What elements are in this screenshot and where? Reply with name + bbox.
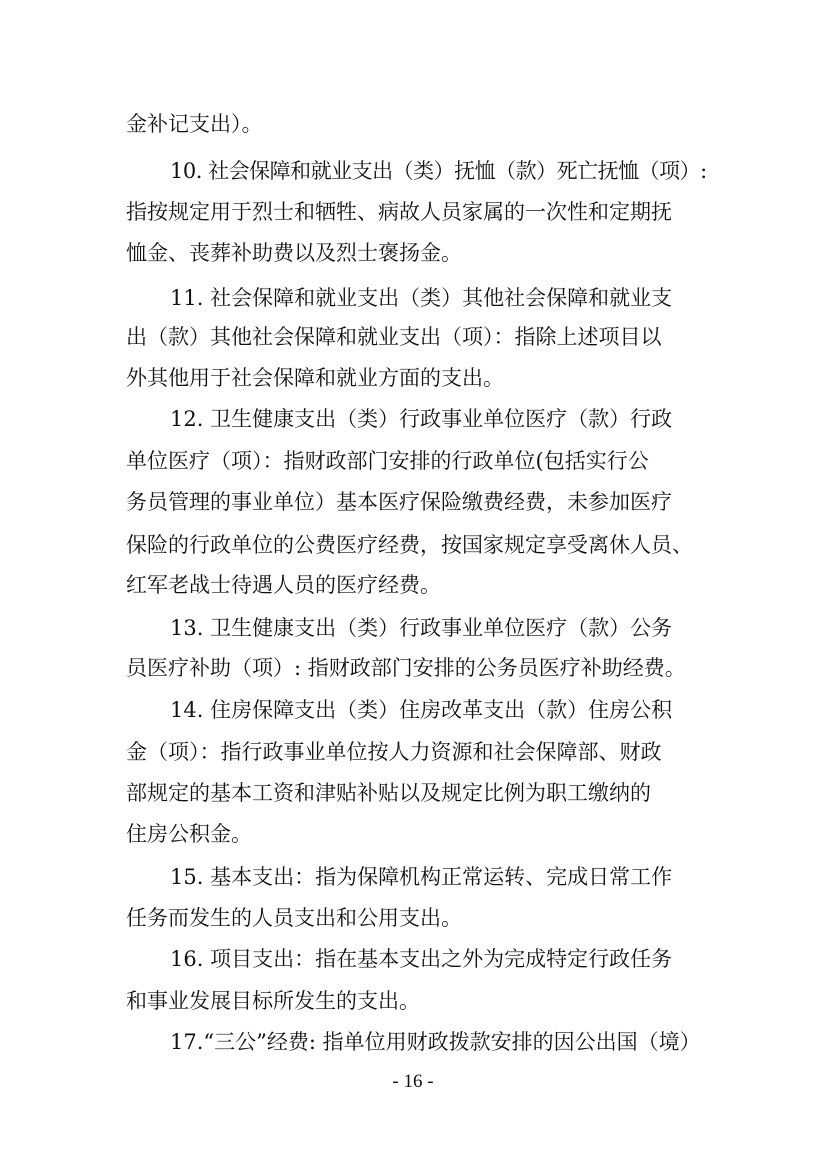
text-line: 务员管理的事业单位）基本医疗保险缴费经费，未参加医疗 xyxy=(126,490,672,514)
text-line: 和事业发展目标所发生的支出。 xyxy=(126,989,420,1013)
text-line: 恤金、丧葬补助费以及烈士褒扬金。 xyxy=(126,241,462,265)
text-line: 保险的行政单位的公费医疗经费，按国家规定享受离休人员、 xyxy=(126,533,693,557)
text-line: 外其他用于社会保障和就业方面的支出。 xyxy=(126,366,504,390)
text-line: 出（款）其他社会保障和就业支出（项）：指除上述项目以 xyxy=(126,325,662,349)
text-line: 16. 项目支出：指在基本支出之外为完成特定行政任务 xyxy=(170,947,673,971)
text-line: 金（项）：指行政事业单位按人力资源和社会保障部、财政 xyxy=(126,740,662,764)
text-line: 12. 卫生健康支出（类）行政事业单位医疗（款）行政 xyxy=(170,407,673,431)
text-line: 15. 基本支出：指为保障机构正常运转、完成日常工作 xyxy=(170,865,673,889)
text-line: 单位医疗（项）：指财政部门安排的行政单位(包括实行公 xyxy=(126,449,649,473)
text-line: 部规定的基本工资和津贴补贴以及规定比例为职工缴纳的 xyxy=(126,781,651,805)
text-line: 任务而发生的人员支出和公用支出。 xyxy=(126,906,462,930)
text-line: 住房公积金。 xyxy=(126,822,252,846)
page-number: - 16 - xyxy=(392,1071,434,1092)
text-line: 红军老战士待遇人员的医疗经费。 xyxy=(126,573,441,597)
text-line: 11. 社会保障和就业支出（类）其他社会保障和就业支 xyxy=(170,286,673,310)
text-line: 13. 卫生健康支出（类）行政事业单位医疗（款）公务 xyxy=(170,616,673,640)
text-line: 10. 社会保障和就业支出（类）抚恤（款）死亡抚恤（项）: xyxy=(170,159,707,183)
text-line: 金补记支出）。 xyxy=(126,112,263,136)
text-line: 员医疗补助（项）: 指财政部门安排的公务员医疗补助经费。 xyxy=(126,656,686,680)
text-line: 17.“三公”经费: 指单位用财政拨款安排的因公出国（境） xyxy=(170,1030,701,1054)
text-line: 14. 住房保障支出（类）住房改革支出（款）住房公积 xyxy=(170,698,673,722)
text-line: 指按规定用于烈士和牺牲、病故人员家属的一次性和定期抚 xyxy=(126,200,672,224)
